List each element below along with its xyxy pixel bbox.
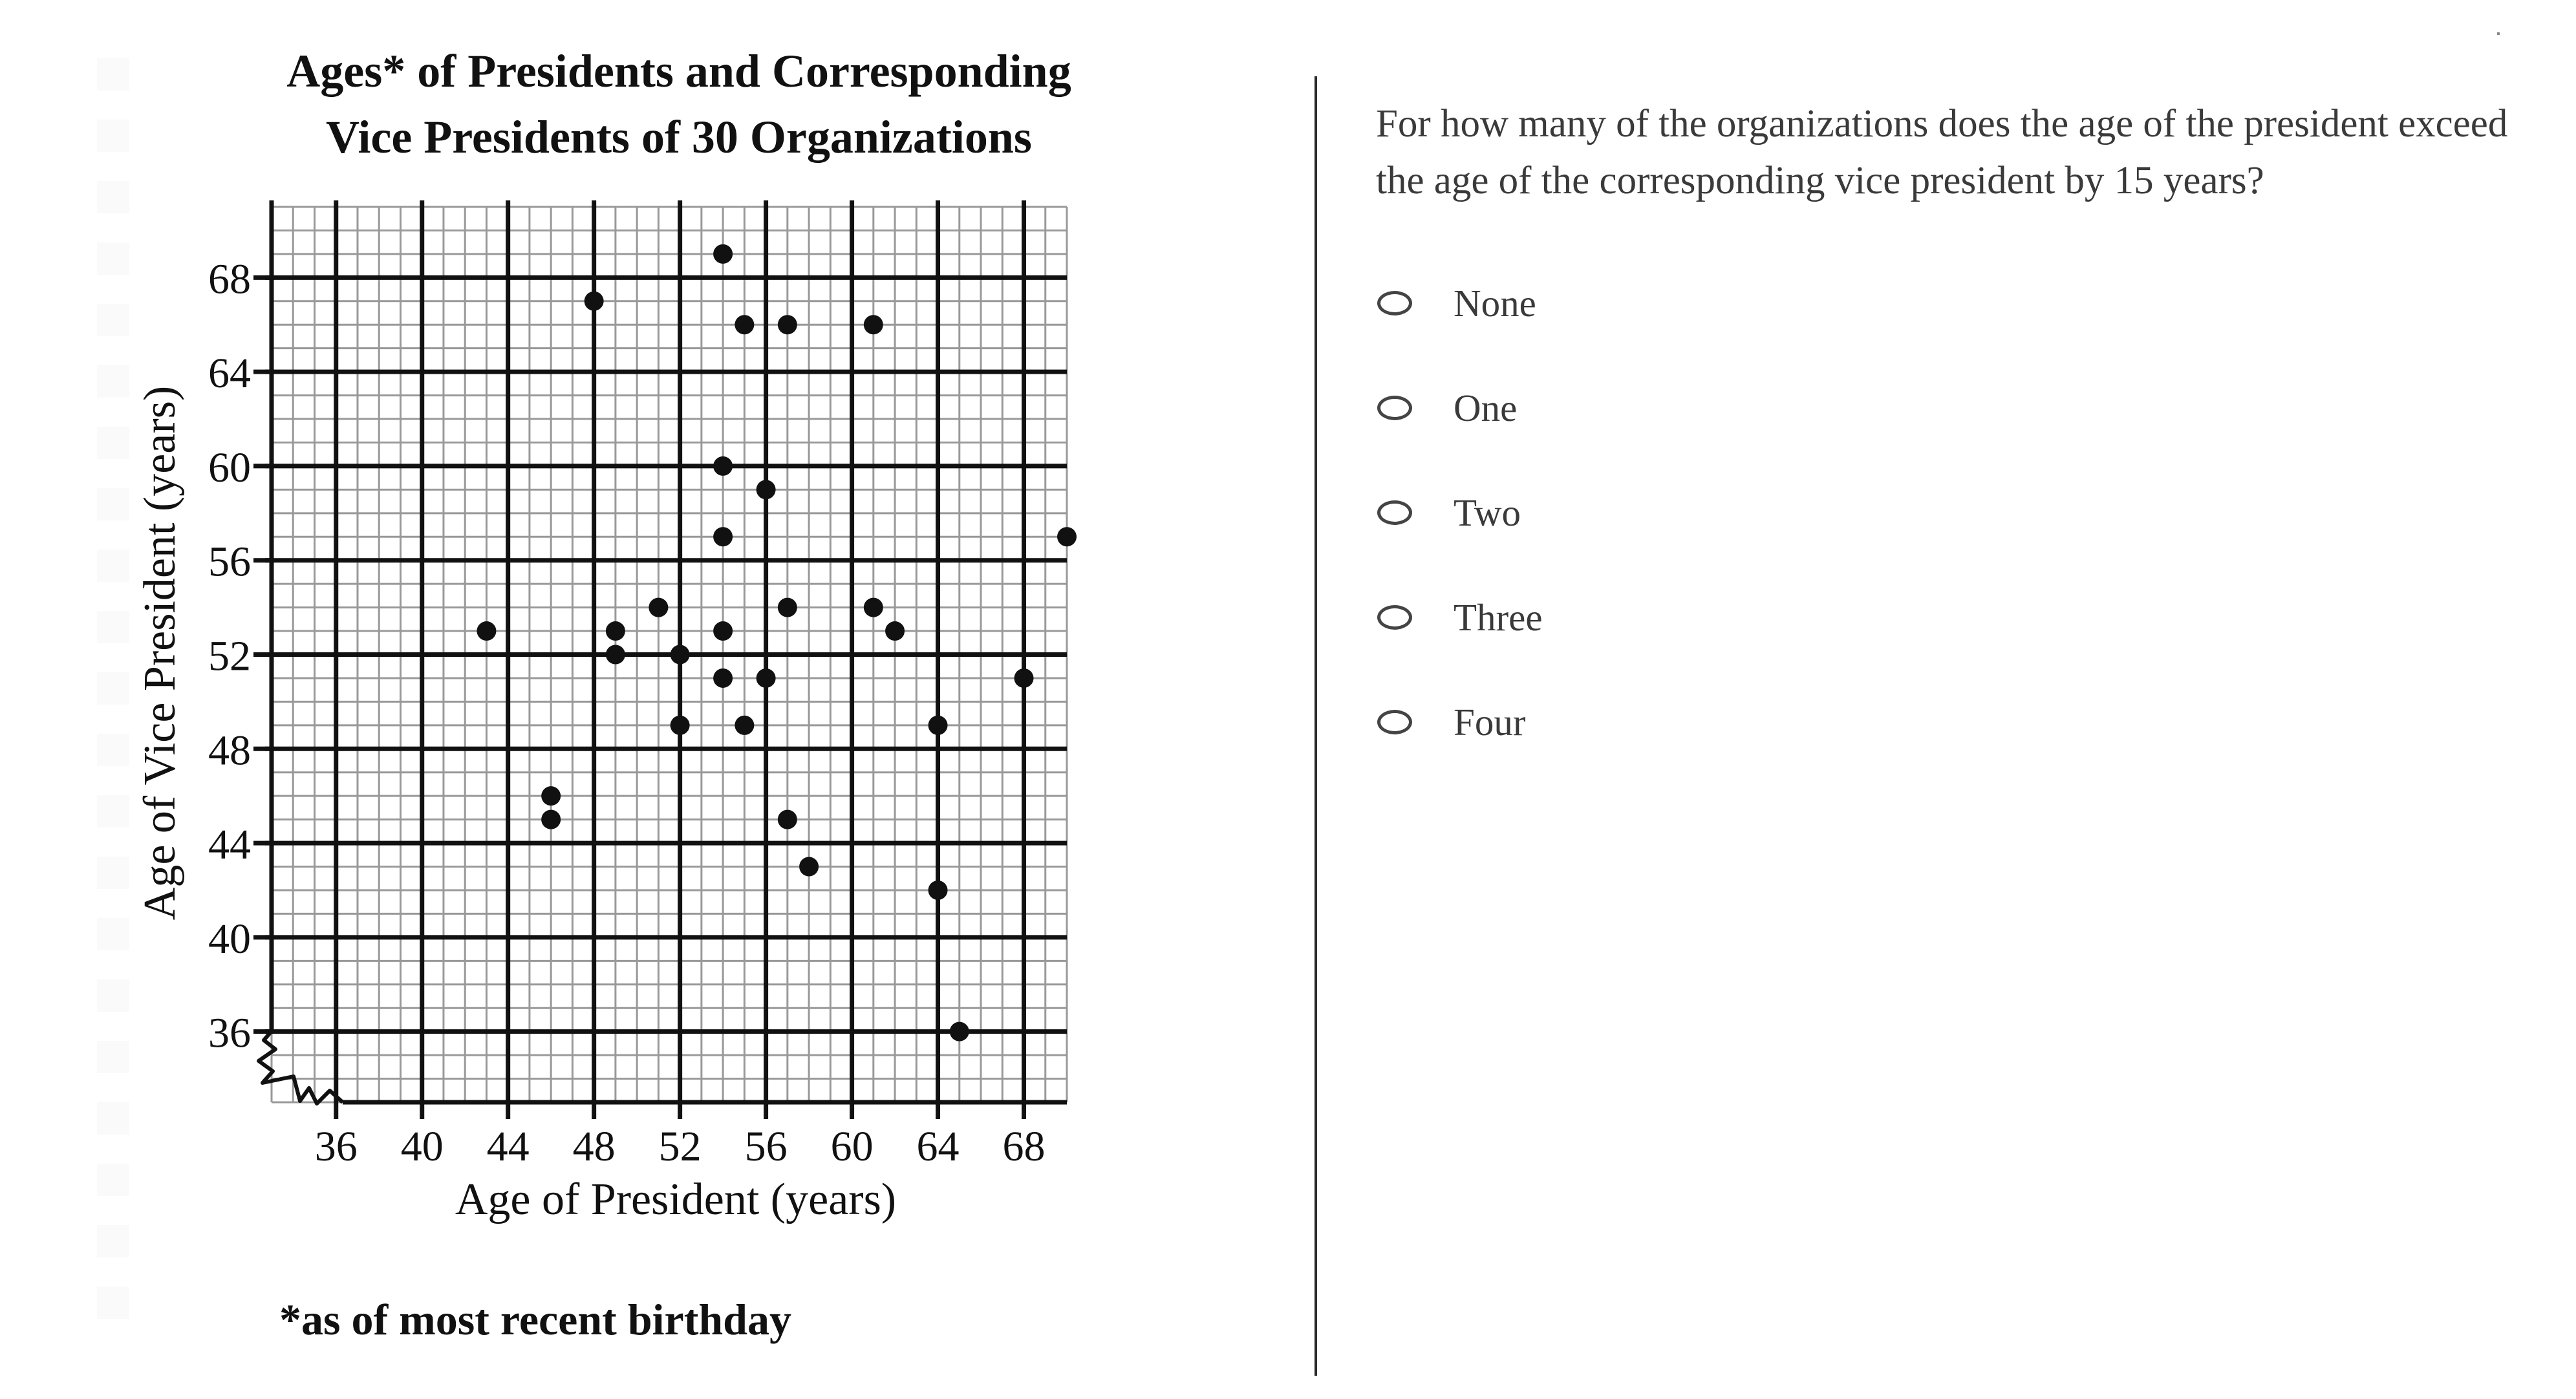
- data-point: [778, 598, 797, 617]
- y-tick-label: 44: [208, 821, 251, 869]
- chart-title-line-2: Vice Presidents of 30 Organizations: [326, 111, 1032, 163]
- corner-dot: [2497, 32, 2500, 35]
- data-point: [1014, 668, 1034, 688]
- option-one[interactable]: [1376, 356, 1543, 460]
- data-point: [606, 621, 625, 641]
- x-tick-label: 60: [830, 1123, 874, 1170]
- x-tick-label: 64: [916, 1123, 960, 1170]
- data-point: [713, 621, 733, 641]
- x-tick-label: 40: [400, 1123, 444, 1170]
- data-point: [950, 1022, 969, 1041]
- data-point: [649, 598, 668, 617]
- y-tick-label: 48: [208, 727, 251, 774]
- x-axis-label: Age of President (years): [455, 1175, 897, 1224]
- data-point: [778, 810, 797, 829]
- data-point: [757, 480, 776, 499]
- x-tick-label: 48: [572, 1123, 616, 1170]
- radio-button[interactable]: [1377, 710, 1412, 734]
- answer-options: [1376, 251, 1543, 774]
- radio-button[interactable]: [1377, 396, 1412, 420]
- x-tick-labels: [315, 1123, 1046, 1170]
- y-tick-label: 60: [208, 443, 251, 491]
- chart-title-line-1: Ages* of Presidents and Corresponding: [286, 45, 1071, 97]
- data-point: [713, 456, 733, 476]
- data-point: [864, 598, 883, 617]
- x-tick-label: 68: [1002, 1123, 1046, 1170]
- radio-button[interactable]: [1377, 500, 1412, 525]
- y-tick-label: 52: [208, 632, 251, 680]
- data-point: [885, 621, 905, 641]
- panel-divider: [1315, 76, 1317, 1376]
- data-point: [864, 315, 883, 334]
- x-tick-label: 44: [486, 1123, 530, 1170]
- data-point: [928, 881, 948, 900]
- data-point: [671, 716, 690, 735]
- major-grid: [265, 200, 1067, 1102]
- data-point: [757, 668, 776, 688]
- y-tick-label: 40: [208, 915, 251, 963]
- y-tick-label: 36: [208, 1009, 251, 1057]
- option-label: Three: [1454, 595, 1543, 639]
- option-label: One: [1454, 386, 1518, 429]
- data-point: [778, 315, 797, 334]
- y-tick-label: 64: [208, 350, 251, 398]
- option-label: None: [1454, 281, 1536, 325]
- data-point: [799, 857, 819, 877]
- option-three[interactable]: [1376, 565, 1543, 670]
- y-tick-labels: [208, 255, 251, 1056]
- footnote: *as of most recent birthday: [279, 1295, 791, 1344]
- question-text: For how many of the organizations does the age of the president exceed the age of the corresponding vice president by 15 years?: [1376, 102, 2508, 202]
- y-tick-label: 56: [208, 538, 251, 586]
- option-four[interactable]: [1376, 670, 1543, 774]
- data-point: [735, 716, 754, 735]
- data-point: [1057, 527, 1077, 546]
- data-point: [713, 244, 733, 264]
- radio-button[interactable]: [1377, 291, 1412, 315]
- data-point: [477, 621, 496, 641]
- data-point: [928, 716, 948, 735]
- data-point: [713, 527, 733, 546]
- x-tick-label: 36: [314, 1123, 358, 1170]
- option-none[interactable]: [1376, 251, 1543, 356]
- option-label: Four: [1454, 700, 1526, 743]
- data-points: [477, 244, 1077, 1041]
- data-point: [541, 786, 561, 806]
- data-point: [713, 668, 733, 688]
- y-tick-label: 68: [208, 255, 251, 303]
- data-point: [671, 645, 690, 665]
- radio-button[interactable]: [1377, 605, 1412, 630]
- option-label: Two: [1454, 491, 1521, 534]
- x-tick-label: 52: [658, 1123, 702, 1170]
- data-point: [541, 810, 561, 829]
- data-point: [606, 645, 625, 665]
- option-two[interactable]: [1376, 460, 1543, 565]
- data-point: [585, 292, 604, 311]
- x-tick-label: 56: [744, 1123, 788, 1170]
- axes: [253, 200, 1067, 1119]
- data-point: [735, 315, 754, 334]
- y-axis-label: Age of Vice President (years): [135, 385, 185, 921]
